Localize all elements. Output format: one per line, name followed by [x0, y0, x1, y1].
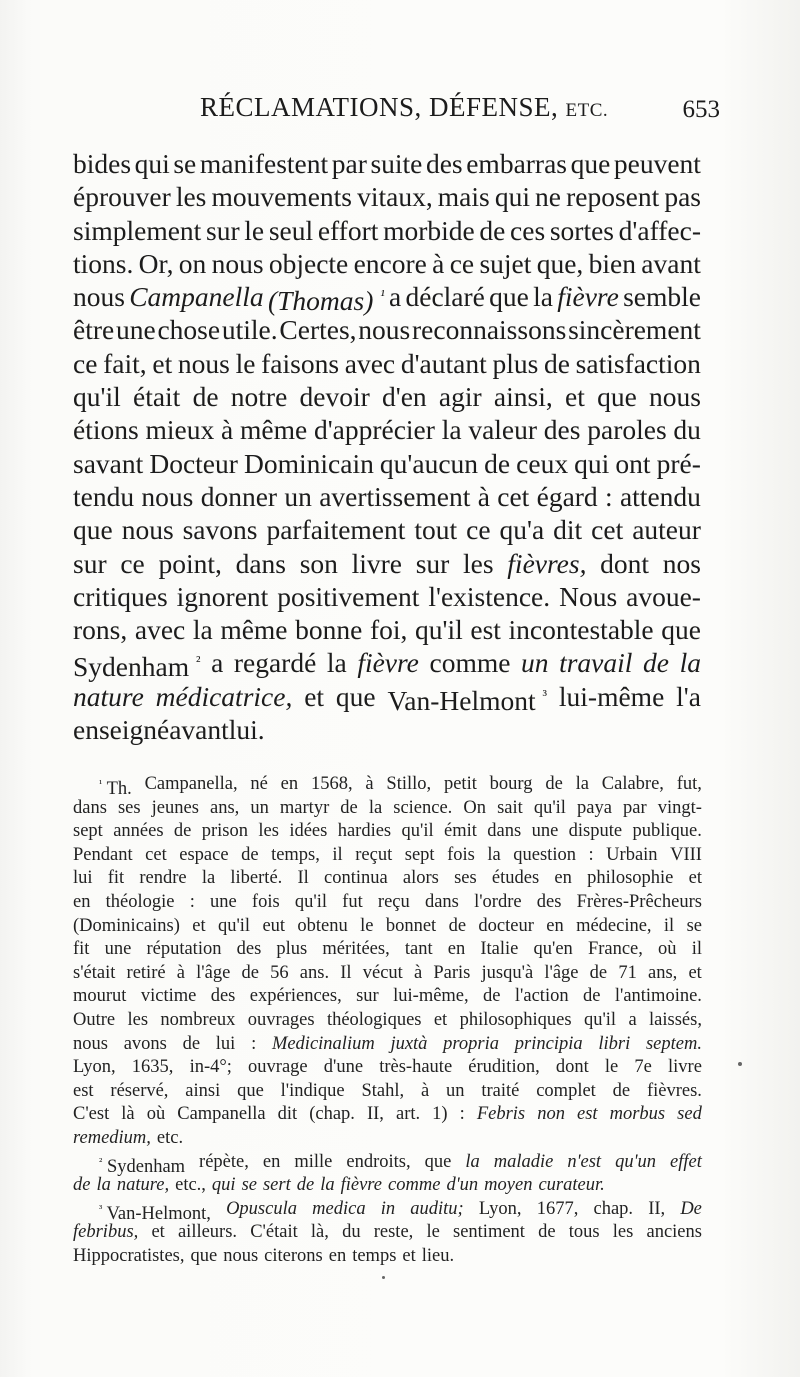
- body-line: critiques ignorent positivement l'existence. Nous avoue-: [73, 580, 701, 612]
- body-line: nous Campanella (Thomas) $^{^1}$ a déclaré que la fièvre semble: [73, 281, 701, 317]
- running-title-text: RÉCLAMATIONS, DÉFENSE,: [200, 92, 559, 122]
- running-head: [72, 92, 720, 132]
- footnote-line: Outre les nombreux ouvrages théologiques et philosophiques qu'il a laissés,: [73, 1009, 702, 1030]
- footnote-marker: ³: [99, 1202, 103, 1215]
- body-line: que nous savons parfaitement tout ce qu'a dit cet auteur: [73, 514, 701, 546]
- body-line: qu'il était de notre devoir d'en agir ainsi, et que nous: [73, 381, 701, 413]
- main-text: [73, 147, 701, 746]
- footnote-line: $^{^3}$ Van-Helmont, Opuscula medica in auditu; Lyon, 1677, chap. II, De: [99, 1198, 702, 1224]
- body-line: rons, avec la même bonne foi, qu'il est incontestable que: [73, 614, 701, 646]
- body-line: être une chose utile. Certes, nous reconnaissons sincèrement: [73, 314, 701, 346]
- body-line: éprouver les mouvements vitaux, mais qui ne reposent pas: [73, 181, 701, 213]
- body-line: enseigné avant lui.: [73, 714, 265, 746]
- paper-speck: [738, 1062, 742, 1066]
- body-line: Sydenham $^{^2}$ a regardé la fièvre comme un travail de la: [73, 647, 701, 683]
- running-title-etc: ETC.: [565, 100, 609, 121]
- footnote-line: Hippocratistes, que nous citerons en temps et lieu.: [73, 1245, 455, 1266]
- body-line: savant Docteur Dominicain qu'aucun de ceux qui ont pré-: [73, 447, 701, 479]
- footnote-line: C'est là où Campanella dit (chap. II, art. 1) : Febris non est morbus sed: [73, 1104, 702, 1125]
- footnote-line: febribus, et ailleurs. C'était là, du reste, le sentiment de tous les anciens: [73, 1222, 702, 1243]
- body-line: bides qui se manifestent par suite des embarras que peuvent: [73, 148, 701, 179]
- body-line: ce fait, et nous le faisons avec d'autant plus de satisfaction: [73, 347, 701, 379]
- footnote-line: mourut victime des expériences, sur lui-même, de l'action de l'antimoine.: [73, 986, 702, 1007]
- footnote-line: Lyon, 1635, in-4°; ouvrage d'une très-haute érudition, dont le 7e livre: [73, 1057, 702, 1078]
- footnote-line: dans ses jeunes ans, un martyr de la science. On sait qu'il paya par vingt-: [73, 797, 702, 818]
- page-number: 653: [682, 96, 720, 123]
- running-title: [200, 92, 608, 123]
- body-line: tions. Or, on nous objecte encore à ce sujet que, bien avant: [73, 247, 701, 279]
- footnote-line: (Dominicains) et qu'il eut obtenu le bonnet de docteur en médecine, il se: [73, 915, 702, 936]
- footnote-marker: ¹: [99, 778, 103, 790]
- footnote-line: est réservé, ainsi que l'indique Stahl, à un traité complet de fièvres.: [73, 1080, 702, 1101]
- footnote-line: Pendant cet espace de temps, il reçut sept fois la question : Urbain VIII: [73, 844, 702, 865]
- footnote-line: nous avons de lui : Medicinalium juxtà propria principia libri septem.: [73, 1033, 702, 1054]
- footnote-line: en théologie : une fois qu'il fut reçu dans l'ordre des Frères-Prêcheurs: [73, 891, 702, 912]
- footnote-marker: ²: [99, 1155, 103, 1168]
- body-line: étions mieux à même d'apprécier la valeur des paroles du: [73, 414, 701, 446]
- footnote-line: $^{^1}$ Th. Campanella, né en 1568, à Stillo, petit bourg de la Calabre, fut,: [99, 774, 702, 799]
- body-line: tendu nous donner un avertissement à cet égard : attendu: [73, 480, 701, 512]
- body-line: nature médicatrice, et que Van-Helmont $^{^3}$ lui-même l'a: [73, 680, 701, 716]
- body-line: sur ce point, dans son livre sur les fièvres, dont nos: [73, 547, 701, 579]
- body-line: simplement sur le seul effort morbide de ces sortes d'affec-: [73, 214, 701, 246]
- footnote-line: sept années de prison les idées hardies qu'il émit dans une dispute publique.: [73, 821, 702, 842]
- footnote-line: $^{^2}$ Sydenham répète, en mille endroits, que la maladie n'est qu'un effet: [99, 1151, 702, 1177]
- footnote-line: lui fit rendre la liberté. Il continua alors ses études en philosophie et: [73, 868, 702, 889]
- footnote-line: s'était retiré à l'âge de 56 ans. Il vécut à Paris jusqu'à l'âge de 71 ans, et: [73, 962, 702, 983]
- footnotes: [73, 773, 702, 1268]
- paper-speck: [382, 1276, 385, 1279]
- footnote-line: remedium, etc.: [73, 1127, 184, 1148]
- footnote-line: fit une réputation des plus méritées, tant en Italie qu'en France, où il: [73, 939, 702, 960]
- footnote-line: de la nature, etc., qui se sert de la fièvre comme d'un moyen curateur.: [73, 1175, 605, 1196]
